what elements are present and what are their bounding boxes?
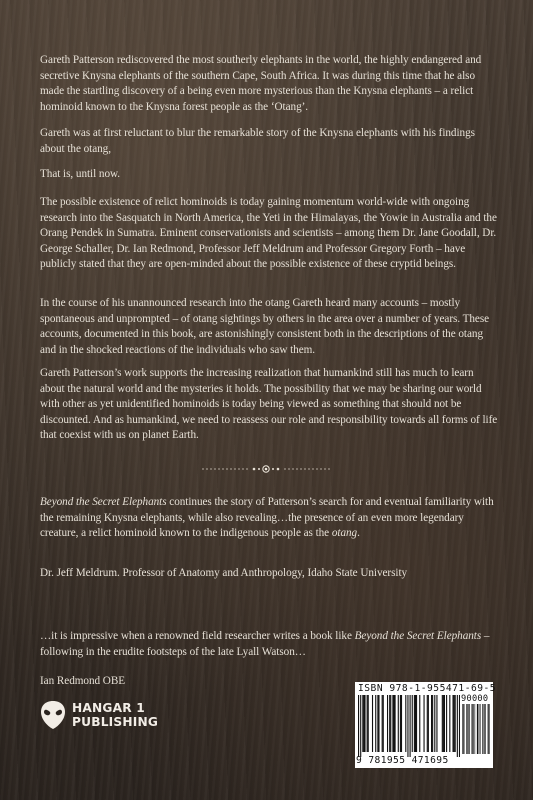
blurb-paragraph-2: Gareth was at first reluctant to blur the remarkable story of the Knysna elephants with his findings about the otang, [40, 127, 475, 155]
blurb-paragraph-4: The possible existence of relict hominoids is today gaining momentum world-wide with ongoing research into the Sasquatch in North America, the Yeti in the Himalayas, the Yowie in Australia and the Orang Pendek in Sumatra. Eminent conservationists and scientists – among them Dr. Jane Goodall, Dr. George Schaller, Dr. Ian Redmond, Professor Jeff Meldrum and Professor Gregory Forth – have publicly stated that they are open-minded about the possible existence of these cryptid beings. [40, 196, 497, 270]
barcode-bar [383, 695, 384, 752]
barcode-bar [419, 695, 420, 752]
alien-head-icon [40, 700, 66, 730]
addon-bar [473, 704, 474, 754]
addon-bar [483, 704, 484, 754]
barcode-bar [444, 695, 445, 752]
barcode-bar [432, 695, 433, 752]
addon-bar [463, 704, 464, 754]
addon-bar [485, 704, 486, 754]
barcode-bar [459, 695, 460, 757]
barcode-bar [398, 695, 399, 752]
ean-digits: 9 781955 471695 [356, 755, 449, 766]
endorsement-quote-2: …it is impressive when a renowned field researcher writes a book like Beyond the Secret Elephants – following in the erudite footsteps of the late Lyall Watson… [40, 630, 490, 658]
barcode-bar [367, 695, 368, 752]
addon-bar [488, 704, 489, 754]
book-title: Beyond the Secret Elephants [40, 496, 167, 508]
barcode-bar [415, 695, 416, 752]
ean-bars [358, 695, 460, 757]
barcode-bar [401, 695, 402, 752]
addon-bar [467, 704, 468, 754]
addon-bar [488, 704, 489, 754]
ornament-divider [198, 464, 334, 474]
barcode-bar [428, 695, 429, 752]
barcode-bar [400, 695, 401, 752]
blurb-paragraph-5: In the course of his unannounced research into the otang Gareth heard many accounts – mostly spontaneous and unprompted – of otang sightings by others in the area over a number of years. These accounts, documented in this book, are astonishingly consistent both in the descriptions of the otang and in the shocked reactions of the individuals who saw them. [40, 297, 490, 356]
isbn-number: ISBN 978-1-955471-69-5 [358, 683, 497, 694]
barcode-bar [375, 695, 376, 752]
barcode-bar [423, 695, 424, 752]
barcode-bar [405, 695, 406, 752]
addon-bar [466, 704, 467, 754]
barcode-bar [363, 695, 364, 752]
addon-bar [472, 704, 473, 754]
addon-bar [489, 704, 490, 754]
publisher-logo [40, 700, 230, 730]
addon-bar [482, 704, 483, 754]
addon-bar [475, 704, 476, 754]
addon-bar [484, 704, 485, 754]
barcode-bar [446, 695, 447, 752]
barcode-bar [392, 695, 393, 752]
barcode-bar [382, 695, 383, 752]
addon-bar [468, 704, 469, 754]
quote-2-attribution: Ian Redmond OBE [40, 675, 126, 687]
barcode-bar [412, 695, 413, 752]
barcode-bar [455, 695, 456, 752]
quote-1-attribution: Dr. Jeff Meldrum. Professor of Anatomy and Anthropology, Idaho State University [40, 567, 408, 579]
barcode-bar [407, 695, 408, 757]
barcode-bar [368, 695, 369, 752]
publisher-name: HANGAR 1 PUBLISHING [72, 701, 159, 729]
addon-bar [480, 704, 481, 754]
barcode-bar [362, 695, 363, 752]
barcode-bar [434, 695, 435, 752]
addon-bar [462, 704, 463, 754]
barcode-bar [449, 695, 450, 752]
barcode-bar [389, 695, 390, 752]
barcode-bar [378, 695, 379, 752]
barcode-bar [387, 695, 388, 752]
barcode-bar [431, 695, 432, 752]
barcode-bar [443, 695, 444, 752]
barcode-bar [390, 695, 391, 752]
barcode-bar [442, 695, 443, 752]
endorsement-quote-1: Beyond the Secret Elephants continues the story of Patterson’s search for and eventual familiarity with the remaining Knysna elephants, while also revealing…the presence of an even more legendary creature, a relict hominoid known to the indigenous people as the otang. [40, 496, 494, 539]
barcode-bar [377, 695, 378, 752]
addon-bar [479, 704, 480, 754]
barcode-bar [457, 695, 458, 757]
barcode-bar [372, 695, 373, 752]
barcode-bar [436, 695, 437, 752]
addon-bars [462, 704, 490, 754]
barcode-bar [395, 695, 396, 752]
barcode-bar [360, 695, 361, 757]
barcode-bar [414, 695, 415, 752]
addon-bar [477, 704, 478, 754]
barcode-bar [358, 695, 359, 757]
book-title: Beyond the Secret Elephants [354, 630, 482, 642]
blurb-paragraph-6: Gareth Patterson’s work supports the increasing realization that humankind still has much to learn about the natural world and the mysteries it holds. The possibility that we may be sharing our world with other as yet unidentified hominoids is today being viewed as something that should not be discounted. And as humankind, we need to reassess our role and responsibility towards all forms of life that coexist with us on planet Earth. [40, 367, 498, 441]
barcode-bar [454, 695, 455, 752]
addon-bar [472, 704, 473, 754]
barcode-bar [452, 695, 453, 752]
barcode-bar [416, 695, 417, 752]
barcode-bar [393, 695, 394, 752]
barcode-bar [410, 695, 411, 757]
isbn-barcode [355, 682, 497, 768]
addon-bar [477, 704, 478, 754]
addon-bar [464, 704, 465, 754]
barcode-bar [364, 695, 365, 752]
blurb-paragraph-1: Gareth Patterson rediscovered the most southerly elephants in the world, the highly endangered and secretive Knysna elephants of the southern Cape, South Africa. It was during this time that he also made the startling discovery of a being even more mysterious than the Knysna elephants – a relict hominoid known to the Knysna forest people as the ‘Otang’. [40, 54, 482, 113]
otang-term: otang [331, 527, 358, 539]
price-addon-digits: 90000 [461, 694, 489, 704]
addon-bar [469, 704, 470, 754]
blurb-paragraph-3: That is, until now. [40, 168, 121, 180]
barcode-bar [427, 695, 428, 752]
